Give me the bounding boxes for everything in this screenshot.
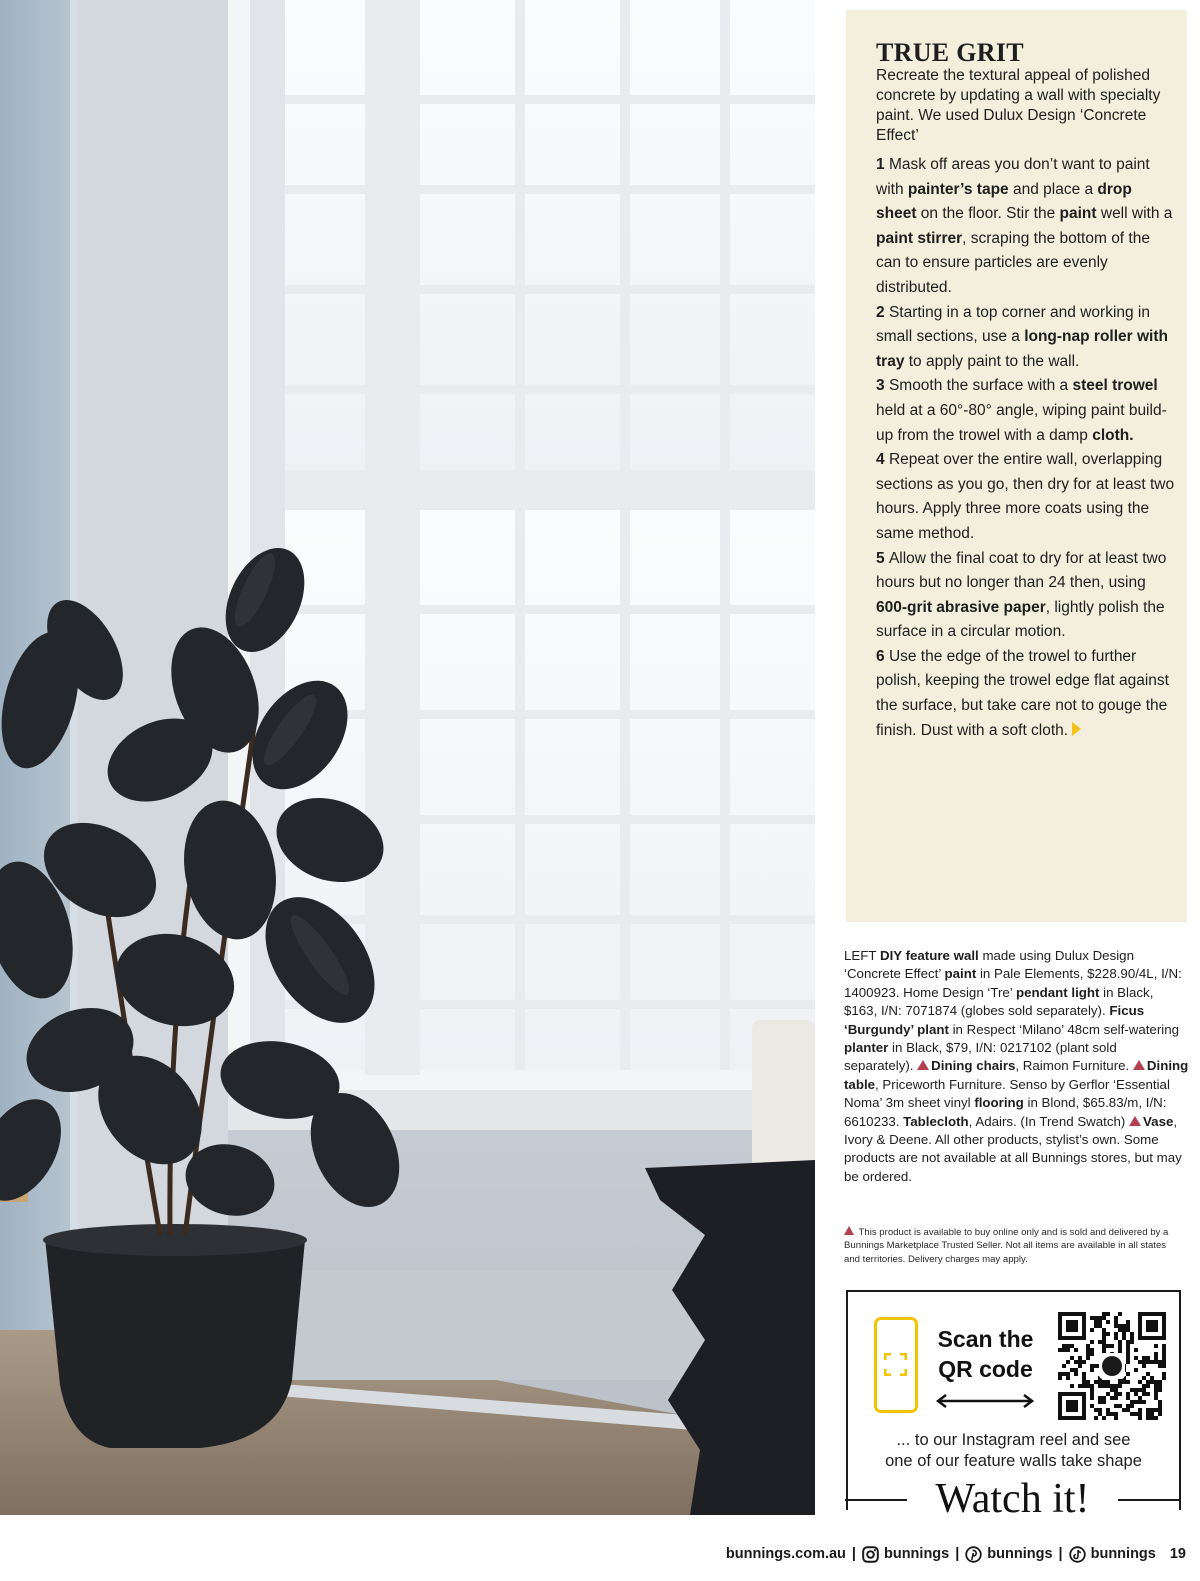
pinterest-icon xyxy=(965,1546,982,1563)
step-list xyxy=(876,153,1176,743)
double-arrow-icon xyxy=(936,1394,1034,1408)
marketplace-triangle-icon xyxy=(844,1226,854,1235)
tiktok-handle[interactable]: bunnings xyxy=(1090,1546,1156,1562)
page-footer: bunnings.com.au | bunnings | bunnings | bunnings 19 xyxy=(725,1546,1186,1562)
marketplace-triangle-icon xyxy=(1129,1116,1141,1126)
instagram-icon xyxy=(862,1546,879,1563)
step-5: 5 Allow the final coat to dry for at least two hours but no longer than 24 then, using 600-grit abrasive paper, lightly polish the surface in a circular motion. xyxy=(876,549,1167,641)
end-arrow-icon xyxy=(1072,722,1081,736)
phone-icon xyxy=(874,1317,918,1413)
website-link[interactable]: bunnings.com.au xyxy=(725,1546,846,1562)
sidebar-title: TRUE GRIT xyxy=(876,38,1024,67)
marketplace-triangle-icon xyxy=(917,1060,929,1070)
tiktok-icon xyxy=(1069,1546,1086,1563)
step-4: 4 Repeat over the entire wall, overlapping sections as you go, then dry for at least two hours. Apply three more coats using the same method. xyxy=(876,451,1175,542)
page-number: 19 xyxy=(1169,1546,1186,1562)
bunnings-hammer-logo-icon xyxy=(1099,1353,1125,1379)
scan-heading: Scan the QR code xyxy=(937,1326,1034,1382)
scan-frame-icon xyxy=(884,1353,907,1376)
step-1: 1 Mask off areas you don’t want to paint with painter’s tape and place a drop sheet on the floor. Stir the paint well with a paint stirrer, scraping the bottom of the can to ensure particles are evenly distributed. xyxy=(876,156,1173,296)
true-grit-sidebar xyxy=(846,10,1187,922)
photo-caption: LEFT DIY feature wall made using Dulux Design ‘Concrete Effect’ paint in Pale Elements, $228.90/4L, I/N: 1400923. Home Design ‘Tre’ pendant light in Black, $163, I/N: 7071874 (globes sold separately). Ficus ‘Burgundy’ plant in Respect ‘Milano’ 48cm self-watering planter in Black, $79, I/N: 0217102 (plant sold separately). Dining chairs, Raimon Furniture. Dining table, Priceworth Furniture. Senso by Gerflor ‘Essential Noma’ 3m sheet vinyl flooring in Blond, $65.83/m, I/N: 6610233. Tablecloth, Adairs. (In Trend Swatch) Vase, Ivory & Deene. All other products, stylist’s own. Some products are not available at all Bunnings stores, but may be ordered. xyxy=(844,948,1189,1184)
qr-code[interactable] xyxy=(1058,1312,1166,1420)
pinterest-handle[interactable]: bunnings xyxy=(987,1546,1053,1562)
marketplace-note xyxy=(844,1226,1184,1266)
step-6: 6 Use the edge of the trowel to further polish, keeping the trowel edge flat against the surface, but take care not to gouge the finish. Dust with a soft cloth. xyxy=(876,647,1169,739)
instagram-handle[interactable]: bunnings xyxy=(883,1546,950,1562)
marketplace-triangle-icon xyxy=(1133,1060,1145,1070)
qr-promo-box xyxy=(846,1290,1181,1522)
marketplace-note-text: This product is available to buy online only and is sold and delivered by a Bunnings Marketplace Trusted Seller. Not all items are available in all states and territories. Delivery charges may apply. xyxy=(844,1227,1169,1265)
step-3: 3 Smooth the surface with a steel trowel held at a 60°-80° angle, wiping paint build-up from the trowel with a damp cloth. xyxy=(876,377,1167,444)
sidebar-intro: Recreate the textural appeal of polished concrete by updating a wall with specialty paint. We used Dulux Design ‘Concrete Effect’ xyxy=(876,67,1161,144)
reel-description: ... to our Instagram reel and see one of our feature walls take shape xyxy=(885,1431,1142,1470)
watch-it-banner xyxy=(845,1477,1180,1527)
watch-it-text: Watch it! xyxy=(935,1476,1090,1522)
step-2: 2 Starting in a top corner and working in small sections, use a long-nap roller with tray to apply paint to the wall. xyxy=(876,303,1168,370)
